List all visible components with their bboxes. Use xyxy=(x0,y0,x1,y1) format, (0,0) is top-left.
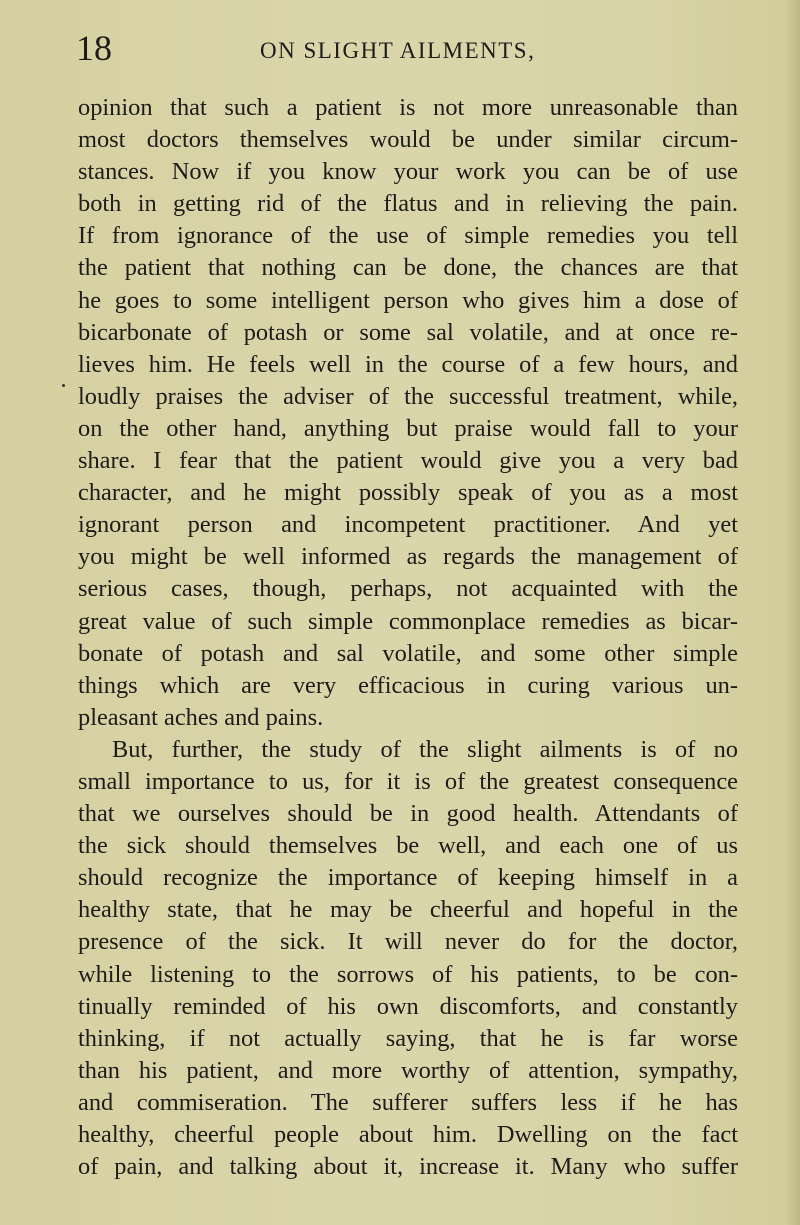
text-line: than his patient, and more worthy of attention, sympathy, xyxy=(78,1056,738,1084)
text-line: ignorant person and incompetent practitioner. And yet xyxy=(78,511,738,539)
text-line: thinking, if not actually saying, that he is far worse xyxy=(78,1024,738,1052)
text-line: stances. Now if you know your work you can be of use xyxy=(78,158,738,186)
page-header xyxy=(76,28,731,68)
text-line: healthy, cheerful people about him. Dwelling on the fact xyxy=(78,1121,738,1148)
text-line: character, and he might possibly speak of you as a most xyxy=(78,479,738,507)
text-line: he goes to some intelligent person who gives him a dose of xyxy=(78,286,738,314)
text-line: lieves him. He feels well in the course of a few hours, and xyxy=(78,350,738,378)
text-line: tinually reminded of his own discomforts, and constantly xyxy=(78,992,738,1020)
paragraph-end-line: pleasant aches and pains. xyxy=(78,703,324,731)
text-line: both in getting rid of the flatus and in relieving the pain. xyxy=(78,190,738,218)
body-text xyxy=(78,92,738,1183)
text-line: should recognize the importance of keeping himself in a xyxy=(78,864,738,892)
text-line: the sick should themselves be well, and each one of us xyxy=(78,832,738,860)
text-line: most doctors themselves would be under similar circum- xyxy=(78,126,738,154)
text-line: things which are very efficacious in curing various un- xyxy=(78,671,738,699)
text-line: great value of such simple commonplace remedies as bicar- xyxy=(78,607,738,635)
text-line: on the other hand, anything but praise would fall to your xyxy=(78,414,738,442)
text-line: serious cases, though, perhaps, not acquainted with the xyxy=(78,575,738,603)
text-line: presence of the sick. It will never do for the doctor, xyxy=(78,928,738,956)
text-line: you might be well informed as regards the management of xyxy=(78,543,738,571)
text-line: bicarbonate of potash or some sal volatile, and at once re- xyxy=(78,318,738,346)
text-line: that we ourselves should be in good health. Attendants of xyxy=(78,800,738,828)
text-line: share. I fear that the patient would give you a very bad xyxy=(78,447,738,475)
margin-speck xyxy=(62,384,65,387)
text-line: healthy state, that he may be cheerful and hopeful in the xyxy=(78,896,738,924)
text-line: the patient that nothing can be done, the chances are that xyxy=(78,254,738,282)
text-line: while listening to the sorrows of his patients, to be con- xyxy=(78,960,738,988)
text-line: bonate of potash and sal volatile, and some other simple xyxy=(78,639,738,667)
paragraph-start-line: But, further, the study of the slight ailments is of no xyxy=(112,735,738,763)
text-line: opinion that such a patient is not more unreasonable than xyxy=(78,94,738,121)
running-head: ON SLIGHT AILMENTS, xyxy=(260,38,536,63)
text-line: loudly praises the adviser of the successful treatment, while, xyxy=(78,382,738,410)
page-edge-shadow xyxy=(786,0,800,1225)
text-line: and commiseration. The sufferer suffers less if he has xyxy=(78,1088,738,1116)
text-line: of pain, and talking about it, increase it. Many who suffer xyxy=(78,1153,738,1181)
text-line: If from ignorance of the use of simple remedies you tell xyxy=(78,222,738,250)
page-number: 18 xyxy=(76,28,112,68)
text-line: small importance to us, for it is of the greatest consequence xyxy=(78,767,738,795)
